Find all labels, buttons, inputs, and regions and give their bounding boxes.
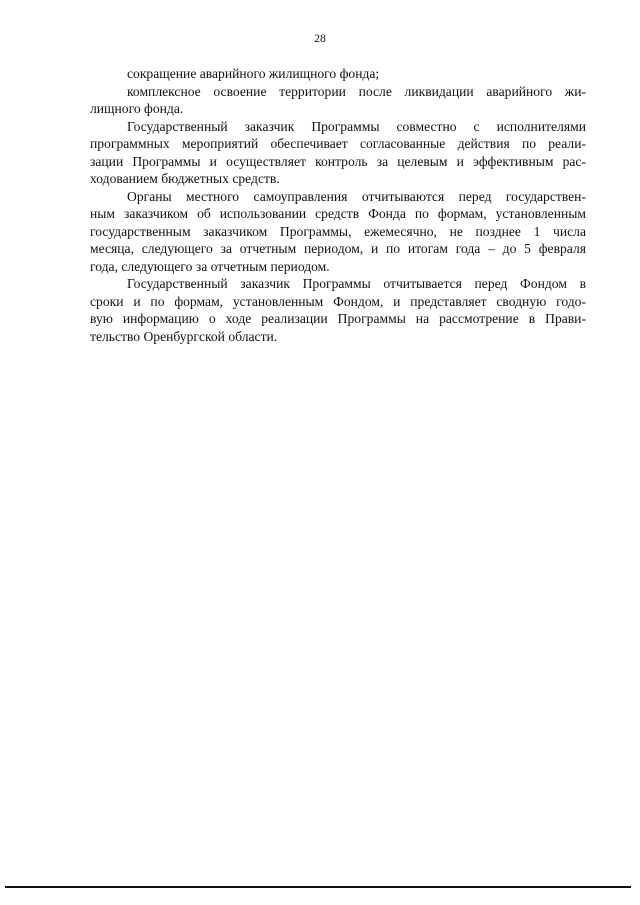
text-line: государственным заказчиком Программы, ежемесячно, не позднее 1 числа (90, 223, 586, 239)
paragraph-territory-development (90, 83, 586, 118)
document-body (90, 65, 586, 345)
text-line: вую информацию о ходе реализации Программы на рассмотрение в Прави- (90, 311, 586, 326)
text-line: программных мероприятий обеспечивает согласованные действия по реали- (90, 136, 586, 151)
text-line: сроки и по формам, установленным Фондом, и представляет сводную годо- (90, 293, 586, 309)
text-line: Органы местного самоуправления отчитываются перед государствен- (127, 188, 586, 204)
paragraph-emergency-fund (90, 65, 586, 83)
page-bottom-rule (5, 886, 631, 888)
text-line: сокращение аварийного жилищного фонда; (127, 66, 380, 81)
page-number: 28 (314, 33, 326, 45)
paragraph-state-customer-control (90, 118, 586, 188)
paragraph-fund-reporting (90, 275, 586, 345)
text-line: лищного фонда. (90, 101, 184, 116)
text-line: ходованием бюджетных средств. (90, 171, 280, 186)
text-line: месяца, следующего за отчетным периодом, и по итогам года – до 5 февраля (90, 241, 586, 256)
text-line: тельство Оренбургской области. (90, 328, 278, 344)
text-line: Государственный заказчик Программы отчитывается перед Фондом в (127, 276, 586, 291)
text-line: зации Программы и осуществляет контроль за целевым и эффективным рас- (90, 153, 586, 169)
text-line: ным заказчиком об использовании средств Фонда по формам, установленным (90, 206, 586, 221)
paragraph-local-government-reporting (90, 188, 586, 276)
text-line: года, следующего за отчетным периодом. (90, 258, 330, 274)
text-line: Государственный заказчик Программы совместно с исполнителями (127, 118, 586, 134)
text-line: комплексное освоение территории после ликвидации аварийного жи- (127, 83, 586, 99)
